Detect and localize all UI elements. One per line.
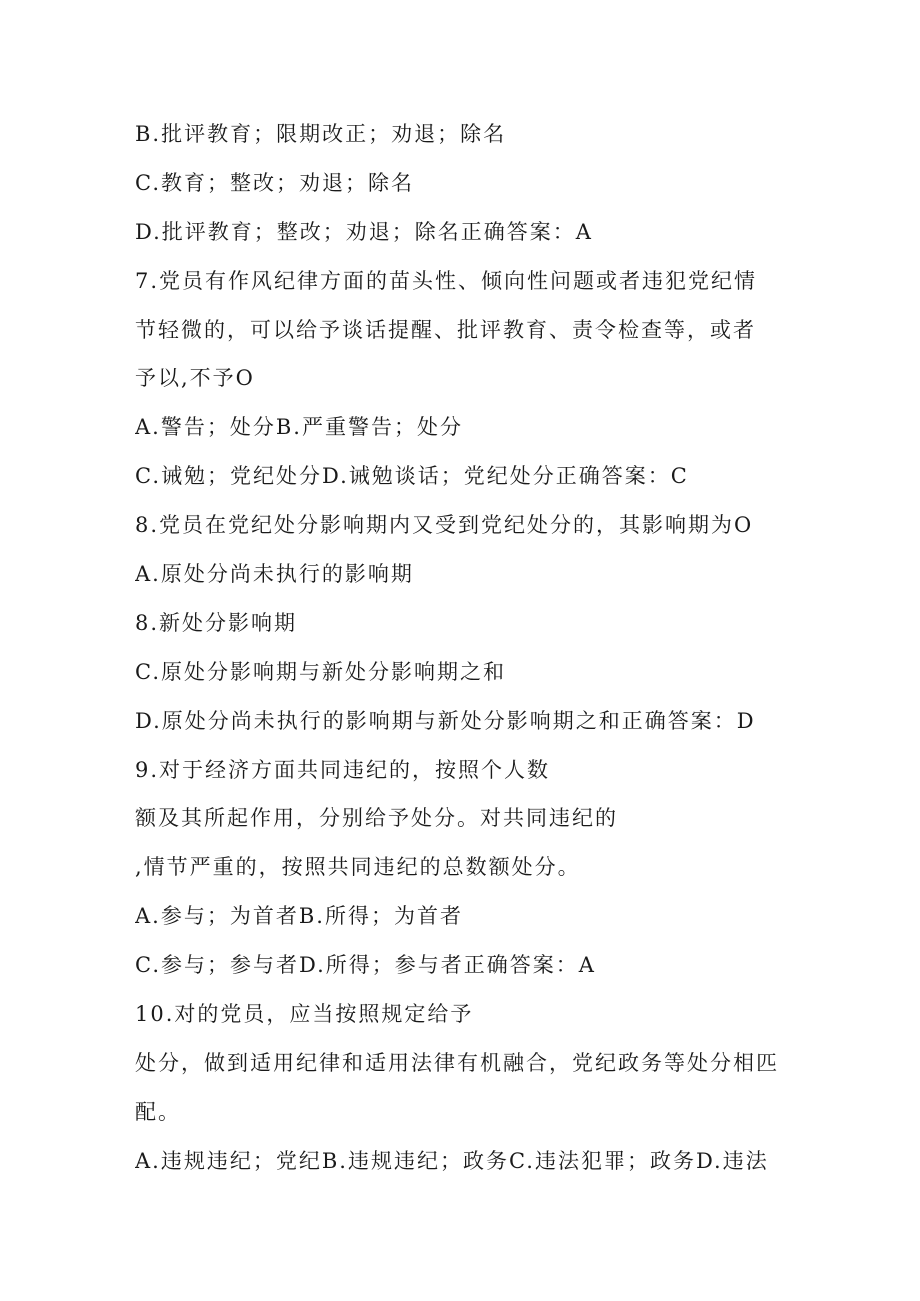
text-line: A.原处分尚未执行的影响期 [135, 562, 414, 587]
text-line: C.参与；参与者D.所得；参与者正确答案：A [135, 953, 596, 978]
text-line: C.诫勉；党纪处分D.诫勉谈话；党纪处分正确答案：C [135, 464, 689, 489]
question-text-block [135, 110, 795, 1186]
text-line: A.参与；为首者B.所得；为首者 [135, 904, 463, 929]
text-line: D.批评教育；整改；劝退；除名正确答案：A [135, 219, 593, 244]
text-line: 额及其所起作用，分别给予处分。对共同违纪的 [135, 806, 618, 831]
text-line: A.违规违纪；党纪B.违规违纪；政务C.违法犯罪；政务D.违法 [135, 1148, 769, 1173]
text-line: C.原处分影响期与新处分影响期之和 [135, 659, 506, 684]
text-line: D.原处分尚未执行的影响期与新处分影响期之和正确答案：D [135, 708, 756, 733]
text-line: 节轻微的，可以给予谈话提醒、批评教育、责令检查等，或者 [135, 317, 756, 342]
text-line: 7.党员有作风纪律方面的苗头性、倾向性问题或者违犯党纪情 [135, 268, 758, 293]
text-line: 处分，做到适用纪律和适用法律有机融合，党纪政务等处分相匹 [135, 1050, 779, 1075]
text-line: A.警告；处分B.严重警告；处分 [135, 415, 463, 440]
text-line: 8.党员在党纪处分影响期内又受到党纪处分的，其影响期为O [135, 513, 754, 538]
text-line: 配。 [135, 1099, 181, 1124]
text-line: 10.对的党员，应当按照规定给予 [135, 1002, 474, 1027]
text-line: 予以,不予O [135, 366, 255, 391]
text-line: 8.新处分影响期 [135, 610, 298, 635]
text-line: 9.对于经济方面共同违纪的，按照个人数 [135, 757, 551, 782]
text-line: C.教育；整改；劝退；除名 [135, 170, 414, 195]
text-line: B.批评教育；限期改正；劝退；除名 [135, 122, 507, 146]
text-line: ,情节严重的，按照共同违纪的总数额处分。 [135, 855, 581, 880]
